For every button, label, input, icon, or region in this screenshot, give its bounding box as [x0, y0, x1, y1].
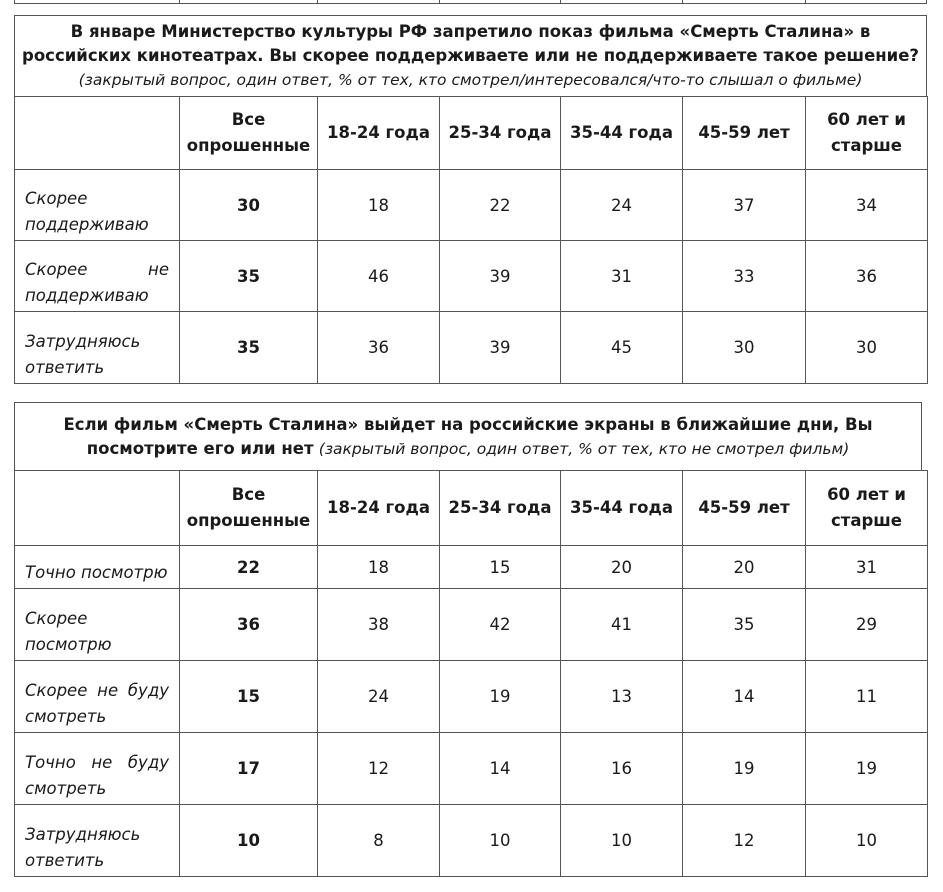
table2	[14, 470, 928, 877]
table2-header-60plus: 60 лет и старше	[806, 471, 928, 546]
value-cell: 41	[561, 589, 683, 661]
value-cell: 39	[440, 312, 561, 384]
value-all: 36	[180, 589, 318, 661]
table-row	[15, 312, 928, 384]
table2-question: Если фильм «Смерть Сталина» выйдет на российские экраны в ближайшие дни, Вы посмотрите его или нет	[63, 414, 873, 458]
table-row	[15, 170, 928, 241]
value-cell: 10	[561, 805, 683, 877]
value-cell: 15	[440, 546, 561, 589]
row-label: Точно не буду смотреть	[15, 733, 180, 805]
value-cell: 38	[318, 589, 440, 661]
value-cell: 46	[318, 241, 440, 312]
value-cell: 19	[806, 733, 928, 805]
table-row	[15, 546, 928, 589]
row-label: Затрудняюсь ответить	[15, 805, 180, 877]
value-cell: 31	[561, 241, 683, 312]
value-cell: 12	[318, 733, 440, 805]
value-all: 15	[180, 661, 318, 733]
value-cell: 36	[318, 312, 440, 384]
value-cell: 33	[683, 241, 806, 312]
value-cell: 31	[806, 546, 928, 589]
value-cell: 36	[806, 241, 928, 312]
table1	[14, 96, 928, 384]
table-row	[15, 589, 928, 661]
value-cell: 19	[683, 733, 806, 805]
table1-question: В январе Министерство культуры РФ запретило показ фильма «Смерть Сталина» в российских кинотеатрах. Вы скорее поддерживаете или не поддерживаете такое решение?	[22, 22, 919, 65]
value-cell: 18	[318, 546, 440, 589]
value-cell: 16	[561, 733, 683, 805]
table2-header-row	[15, 471, 928, 546]
table2-header-18-24: 18-24 года	[318, 471, 440, 546]
table1-header-row	[15, 97, 928, 170]
value-cell: 24	[561, 170, 683, 241]
table1-header-60plus: 60 лет и старше	[806, 97, 928, 170]
row-label: Скорее не буду смотреть	[15, 661, 180, 733]
table2-caption	[14, 402, 922, 470]
value-cell: 20	[561, 546, 683, 589]
table2-header-45-59: 45-59 лет	[683, 471, 806, 546]
value-cell: 10	[806, 805, 928, 877]
value-cell: 24	[318, 661, 440, 733]
value-cell: 12	[683, 805, 806, 877]
value-cell: 11	[806, 661, 928, 733]
value-all: 30	[180, 170, 318, 241]
table2-header-35-44: 35-44 года	[561, 471, 683, 546]
value-cell: 37	[683, 170, 806, 241]
table2-header-all: Все опрошенные	[180, 471, 318, 546]
value-cell: 30	[806, 312, 928, 384]
table2-header-empty	[15, 471, 180, 546]
row-label: Затрудняюсь ответить	[15, 312, 180, 384]
table1-header-18-24: 18-24 года	[318, 97, 440, 170]
table-row	[15, 661, 928, 733]
value-cell: 39	[440, 241, 561, 312]
value-cell: 29	[806, 589, 928, 661]
table1-caption	[14, 15, 927, 96]
table2-note: (закрытый вопрос, один ответ, % от тех, кто не смотрел фильм)	[318, 439, 850, 458]
row-label: Точно посмотрю	[15, 546, 180, 589]
value-all: 35	[180, 312, 318, 384]
value-cell: 35	[683, 589, 806, 661]
table-row	[15, 733, 928, 805]
table2-header-25-34: 25-34 года	[440, 471, 561, 546]
value-all: 17	[180, 733, 318, 805]
row-label: Скорее посмотрю	[15, 589, 180, 661]
table1-header-35-44: 35-44 года	[561, 97, 683, 170]
table1-header-empty	[15, 97, 180, 170]
value-cell: 22	[440, 170, 561, 241]
table1-header-all: Все опрошенные	[180, 97, 318, 170]
row-label: Скорее не поддерживаю	[15, 241, 180, 312]
previous-table-bottom-edge	[14, 0, 927, 4]
value-cell: 45	[561, 312, 683, 384]
table1-header-25-34: 25-34 года	[440, 97, 561, 170]
value-cell: 14	[683, 661, 806, 733]
value-all: 35	[180, 241, 318, 312]
value-cell: 30	[683, 312, 806, 384]
value-cell: 13	[561, 661, 683, 733]
value-cell: 10	[440, 805, 561, 877]
value-all: 22	[180, 546, 318, 589]
value-cell: 19	[440, 661, 561, 733]
value-cell: 8	[318, 805, 440, 877]
value-all: 10	[180, 805, 318, 877]
row-label: Скорее поддерживаю	[15, 170, 180, 241]
value-cell: 34	[806, 170, 928, 241]
table1-header-45-59: 45-59 лет	[683, 97, 806, 170]
value-cell: 14	[440, 733, 561, 805]
table1-note: (закрытый вопрос, один ответ, % от тех, кто смотрел/интересовался/что-то слышал о фильме)	[78, 71, 863, 89]
table-row	[15, 241, 928, 312]
value-cell: 20	[683, 546, 806, 589]
table-row	[15, 805, 928, 877]
value-cell: 42	[440, 589, 561, 661]
value-cell: 18	[318, 170, 440, 241]
